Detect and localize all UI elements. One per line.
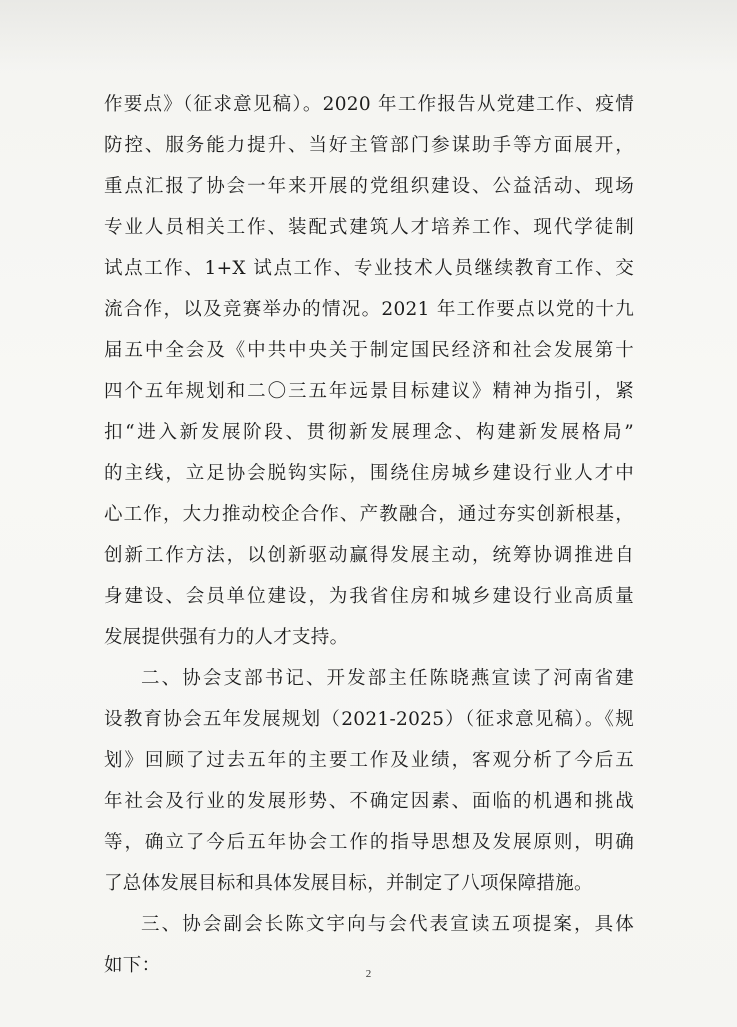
- text-line: 专业人员相关工作、装配式建筑人才培养工作、现代学徒制: [104, 217, 634, 238]
- text-line: 创新工作方法，以创新驱动赢得发展主动，统筹协调推进自: [104, 545, 634, 566]
- text-line-last: 了总体发展目标和具体发展目标，并制定了八项保障措施。: [104, 873, 593, 894]
- text-line: 流合作，以及竞赛举办的情况。2021 年工作要点以党的十九: [104, 299, 634, 320]
- text-line: 重点汇报了协会一年来开展的党组织建设、公益活动、现场: [104, 176, 634, 197]
- text-line: 的主线，立足协会脱钩实际，围绕住房城乡建设行业人才中: [104, 463, 634, 484]
- text-line: 试点工作、1+X 试点工作、专业技术人员继续教育工作、交: [104, 258, 634, 279]
- paragraph-start-line: 二、协会支部书记、开发部主任陈晓燕宣读了河南省建: [141, 668, 634, 689]
- text-line: 年社会及行业的发展形势、不确定因素、面临的机遇和挑战: [104, 791, 634, 812]
- document-body: [104, 84, 634, 986]
- text-line: 等，确立了今后五年协会工作的指导思想及发展原则，明确: [104, 832, 634, 853]
- text-line: 扣“进入新发展阶段、贯彻新发展理念、构建新发展格局”: [104, 422, 634, 443]
- text-line: 身建设、会员单位建设，为我省住房和城乡建设行业高质量: [104, 586, 634, 607]
- text-line-last: 如下：: [104, 955, 161, 976]
- text-line: 划》回顾了过去五年的主要工作及业绩，客观分析了今后五: [104, 750, 634, 771]
- page-number: 2: [365, 968, 372, 980]
- text-line: 作要点》（征求意见稿）。2020 年工作报告从党建工作、疫情: [104, 94, 634, 115]
- text-line: 四个五年规划和二〇三五年远景目标建议》精神为指引，紧: [104, 381, 634, 402]
- scan-shadow: [0, 0, 737, 70]
- paragraph-start-line: 三、协会副会长陈文宇向与会代表宣读五项提案，具体: [141, 914, 634, 935]
- text-line-last: 发展提供强有力的人才支持。: [104, 627, 349, 648]
- text-line: 届五中全会及《中共中央关于制定国民经济和社会发展第十: [104, 340, 634, 361]
- text-line: 设教育协会五年发展规划（2021-2025）（征求意见稿）。《规: [104, 709, 634, 730]
- text-line: 心工作，大力推动校企合作、产教融合，通过夯实创新根基，: [104, 504, 634, 525]
- text-line: 防控、服务能力提升、当好主管部门参谋助手等方面展开，: [104, 135, 634, 156]
